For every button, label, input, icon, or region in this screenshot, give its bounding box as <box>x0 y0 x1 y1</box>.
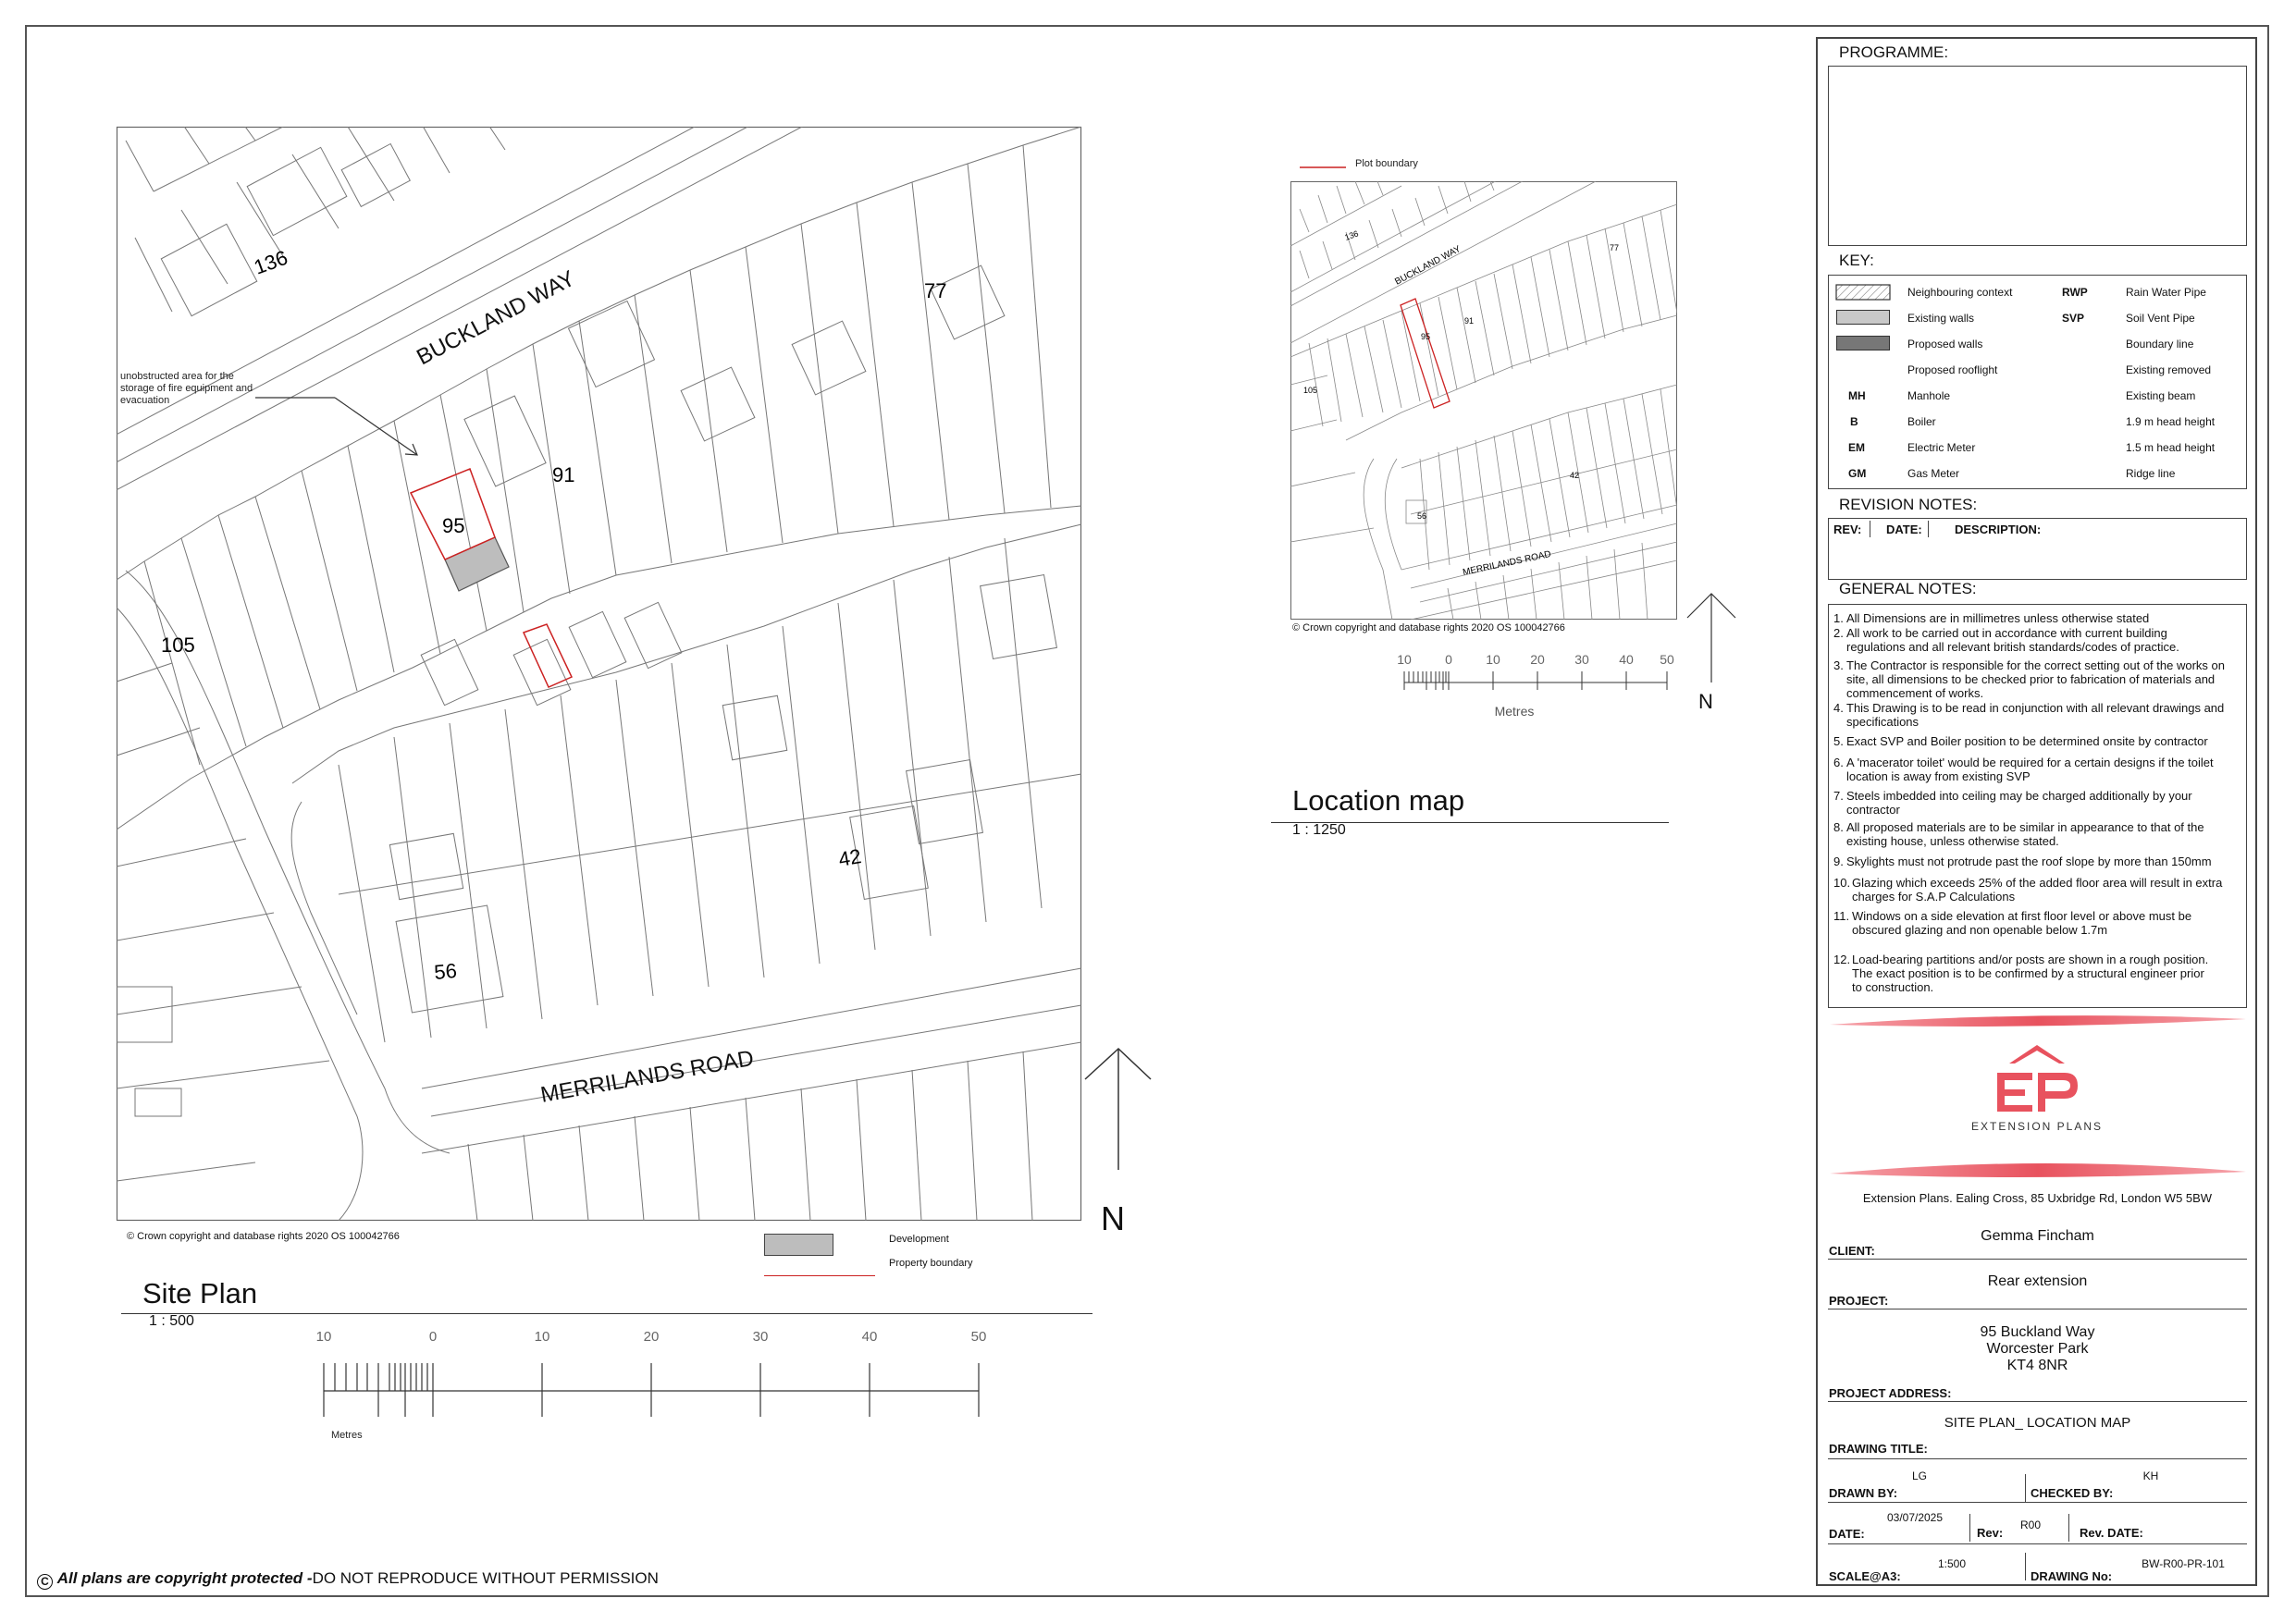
general-note-number: 1. <box>1833 611 1844 625</box>
general-note-number: 6. <box>1833 756 1844 769</box>
plot-boundary-legend <box>1298 154 1418 176</box>
divider <box>1969 1514 1970 1542</box>
general-note-number: 2. <box>1833 626 1844 640</box>
copyright-footer-bold: All plans are copyright protected - <box>56 1569 313 1587</box>
address-line: Worcester Park <box>1986 1341 2089 1357</box>
lm-scalebar-tick-label: 40 <box>1619 652 1634 667</box>
lm-house-number: 77 <box>1610 243 1620 252</box>
location-map <box>1290 181 1677 620</box>
general-note-line: The Contractor is responsible for the correct setting out of the works on <box>1846 658 2225 672</box>
general-note-text <box>1846 855 2246 868</box>
key-label: Soil Vent Pipe <box>2126 312 2195 325</box>
general-note-number: 7. <box>1833 789 1844 803</box>
client-value: Gemma Fincham <box>1981 1228 2094 1244</box>
copyright-footer <box>37 1569 659 1590</box>
site-plan-map <box>117 127 1081 1221</box>
key-label: Gas Meter <box>1907 467 1960 480</box>
general-note-line: contractor <box>1846 803 1900 817</box>
general-note-text <box>1846 611 2246 625</box>
divider <box>1828 1502 2247 1503</box>
general-note-line: Steels imbedded into ceiling may be charged additionally by your <box>1846 789 2192 803</box>
programme-box <box>1828 66 2247 246</box>
logo-area <box>1828 1014 2247 1180</box>
location-scalebar <box>1388 647 1684 721</box>
annotation-line-2: storage of fire equipment and <box>120 383 253 394</box>
lm-scalebar-tick-label: 50 <box>1660 652 1674 667</box>
copyright-icon: C <box>37 1574 53 1590</box>
lm-house-number: 56 <box>1417 511 1427 521</box>
key-title: KEY: <box>1839 252 1874 269</box>
scalebar-tick-label: 50 <box>970 1329 987 1345</box>
key-abbr-em: EM <box>1848 441 1865 454</box>
legend-property-boundary-label: Property boundary <box>889 1258 973 1269</box>
lm-scalebar-tick-label: 0 <box>1445 652 1452 667</box>
house-number: 136 <box>251 245 291 279</box>
key-label: Boiler <box>1907 415 1936 428</box>
location-map-copyright: © Crown copyright and database rights 2020 OS 100042766 <box>1292 622 1565 633</box>
general-note-text <box>1846 658 2246 700</box>
north-arrow-icon <box>1080 1045 1151 1174</box>
location-map-scale: 1 : 1250 <box>1292 822 1346 838</box>
lm-road-label-merrilands: MERRILANDS ROAD <box>1462 548 1552 578</box>
divider <box>1828 1543 2247 1544</box>
drawn-by-value: LG <box>1911 1469 1927 1482</box>
programme-title: PROGRAMME: <box>1839 43 1949 61</box>
revision-col-date: DATE: <box>1886 523 1922 536</box>
general-note-text <box>1846 756 2246 783</box>
date-label: DATE: <box>1829 1527 1865 1541</box>
general-note-line: Windows on a side elevation at first floor level or above must be <box>1852 909 2192 923</box>
lm-scalebar-tick-label: 10 <box>1397 652 1412 667</box>
drawing-title-label: DRAWING TITLE: <box>1829 1442 1928 1456</box>
general-note-line: site, all dimensions to be checked prior to fabrication of materials and <box>1846 672 2216 686</box>
project-address-value <box>1828 1324 2247 1374</box>
general-note-line: location is away from existing SVP <box>1846 769 2031 783</box>
key-label: Existing removed <box>2126 363 2212 376</box>
general-note-text <box>1846 820 2246 848</box>
key-box <box>1828 275 2247 489</box>
house-number: 91 <box>552 463 575 486</box>
key-abbr-gm: GM <box>1848 467 1867 480</box>
project-address-label: PROJECT ADDRESS: <box>1829 1386 1952 1400</box>
house-number: 95 <box>442 514 465 537</box>
address-line: 95 Buckland Way <box>1980 1324 2095 1340</box>
revision-col-rev: REV: <box>1833 523 1862 536</box>
site-plan-scale: 1 : 500 <box>149 1313 194 1329</box>
general-note-line: The exact position is to be confirmed by a structural engineer prior <box>1852 966 2204 980</box>
key-label: Ridge line <box>2126 467 2176 480</box>
house-number: 77 <box>924 279 947 302</box>
key-label: Existing walls <box>1907 312 1975 325</box>
drawing-title-value: SITE PLAN_ LOCATION MAP <box>1944 1415 2131 1431</box>
general-note-text <box>1846 789 2246 817</box>
general-note-line: Exact SVP and Boiler position to be determined onsite by contractor <box>1846 734 2208 748</box>
general-note-line: charges for S.A.P Calculations <box>1852 890 2016 904</box>
scalebar-tick-label: 20 <box>643 1329 660 1345</box>
lm-road-label-buckland: BUCKLAND WAY <box>1393 243 1463 288</box>
road-label-merrilands: MERRILANDS ROAD <box>538 1045 756 1108</box>
general-note-line: Load-bearing partitions and/or posts are shown in a rough position. <box>1852 953 2209 966</box>
divider <box>1828 1401 2247 1402</box>
bottom-swoosh <box>1830 1163 2246 1177</box>
general-note-line: All proposed materials are to be similar in appearance to that of the <box>1846 820 2204 834</box>
site-plan-title: Site Plan <box>142 1277 258 1309</box>
location-map-title: Location map <box>1292 784 1465 817</box>
lm-scalebar-tick-label: 20 <box>1530 652 1545 667</box>
scalebar-tick-label: 30 <box>752 1329 769 1345</box>
lm-scalebar-tick-label: 10 <box>1486 652 1500 667</box>
top-swoosh <box>1830 1015 2246 1027</box>
drawn-by-label: DRAWN BY: <box>1829 1486 1898 1500</box>
general-note-line: Skylights must not protrude past the roof slope by more than 150mm <box>1846 855 2212 868</box>
proposed-walls-swatch <box>1836 336 1890 350</box>
logo-text: EXTENSION PLANS <box>1970 1120 2104 1133</box>
key-label: Rain Water Pipe <box>2126 286 2206 299</box>
drawing-no-label: DRAWING No: <box>2031 1569 2113 1583</box>
general-note-line: obscured glazing and non openable below 1.7m <box>1852 923 2108 937</box>
north-label: N <box>1101 1199 1125 1237</box>
key-abbr-svp: SVP <box>2062 312 2085 325</box>
key-label: Proposed walls <box>1907 338 1983 350</box>
lm-scalebar-tick-label: 30 <box>1574 652 1589 667</box>
house-number: 42 <box>836 844 863 871</box>
date-value: 03/07/2025 <box>1886 1511 1944 1524</box>
scale-label: SCALE@A3: <box>1829 1569 1901 1583</box>
general-note-line: existing house, unless otherwise stated. <box>1846 834 2059 848</box>
scalebar-tick-label: 10 <box>534 1329 550 1345</box>
divider <box>2068 1514 2069 1542</box>
key-label: Electric Meter <box>1907 441 1976 454</box>
client-label: CLIENT: <box>1829 1244 1875 1258</box>
checked-by-value: KH <box>2142 1469 2159 1482</box>
company-address: Extension Plans. Ealing Cross, 85 Uxbridge Rd, London W5 5BW <box>1862 1191 2213 1205</box>
key-abbr-b: B <box>1850 415 1858 428</box>
checked-by-label: CHECKED BY: <box>2031 1486 2114 1500</box>
general-note-number: 10. <box>1833 876 1851 890</box>
general-note-line: Glazing which exceeds 25% of the added floor area will result in extra <box>1852 876 2223 890</box>
rev-date-label: Rev. DATE: <box>2080 1526 2143 1540</box>
divider <box>1828 1458 2247 1459</box>
key-label: 1.9 m head height <box>2126 415 2216 428</box>
general-note-line: All work to be carried out in accordance with current building <box>1846 626 2167 640</box>
site-plan-copyright: © Crown copyright and database rights 2020 OS 100042766 <box>127 1231 400 1242</box>
revision-title: REVISION NOTES: <box>1839 496 1978 513</box>
rev-value: R00 <box>2019 1518 2041 1531</box>
existing-walls-swatch <box>1836 310 1890 325</box>
general-note-text <box>1846 734 2246 748</box>
scalebar-tick-label: 0 <box>428 1329 438 1345</box>
divider <box>1828 1259 2247 1260</box>
general-note-line: to construction. <box>1852 980 1934 994</box>
key-label: Existing beam <box>2126 389 2196 402</box>
general-notes-title: GENERAL NOTES: <box>1839 580 1977 597</box>
general-note-number: 12. <box>1833 953 1851 966</box>
key-abbr-mh: MH <box>1848 389 1866 402</box>
rev-label: Rev: <box>1977 1526 2004 1540</box>
title-underline <box>121 1313 1092 1314</box>
site-scalebar <box>305 1324 1008 1454</box>
drawing-no-value: BW-R00-PR-101 <box>2142 1557 2225 1570</box>
divider <box>2025 1474 2026 1502</box>
project-label: PROJECT: <box>1829 1294 1889 1308</box>
general-note-number: 5. <box>1833 734 1844 748</box>
house-number: 56 <box>433 958 458 984</box>
general-note-number: 8. <box>1833 820 1844 834</box>
lm-house-number: 136 <box>1343 228 1360 242</box>
property-boundary-swatch <box>764 1275 875 1276</box>
general-note-number: 3. <box>1833 658 1844 672</box>
road-label-buckland: BUCKLAND WAY <box>413 265 580 371</box>
scalebar-tick-label: 40 <box>861 1329 878 1345</box>
scalebar-tick-label: 10 <box>315 1329 332 1345</box>
general-note-text <box>1852 909 2252 937</box>
lm-north-arrow-icon <box>1685 592 1737 684</box>
lm-north-label: N <box>1698 690 1713 713</box>
general-note-line: All Dimensions are in millimetres unless otherwise stated <box>1846 611 2150 625</box>
neighbouring-context-swatch <box>1835 284 1893 302</box>
key-label: Manhole <box>1907 389 1951 402</box>
revision-col-description: DESCRIPTION: <box>1955 523 2042 536</box>
general-note-line: commencement of works. <box>1846 686 1984 700</box>
key-label: Boundary line <box>2126 338 2194 350</box>
general-note-line: A 'macerator toilet' would be required for a certain designs if the toilet <box>1846 756 2214 769</box>
general-note-line: This Drawing is to be read in conjunction with all relevant drawings and <box>1846 701 2225 715</box>
key-label: 1.5 m head height <box>2126 441 2216 454</box>
general-note-text <box>1852 953 2252 994</box>
lm-house-number: 42 <box>1570 471 1580 480</box>
general-note-line: specifications <box>1846 715 1920 729</box>
key-label: Neighbouring context <box>1907 286 2013 299</box>
scale-value: 1:500 <box>1937 1557 1967 1570</box>
extension-plans-logo-icon <box>1997 1045 2078 1112</box>
scalebar-unit: Metres <box>331 1430 363 1441</box>
key-abbr-rwp: RWP <box>2062 286 2088 299</box>
house-number: 105 <box>161 633 195 657</box>
general-note-text <box>1846 701 2246 729</box>
revision-divider <box>1928 521 1929 537</box>
legend-development-label: Development <box>889 1234 949 1245</box>
annotation-line-1: unobstructed area for the <box>120 371 234 382</box>
lm-scalebar-unit: Metres <box>1494 704 1535 719</box>
lm-house-number: 105 <box>1303 386 1318 395</box>
plot-boundary-label: Plot boundary <box>1355 158 1418 169</box>
development-swatch <box>764 1234 833 1256</box>
copyright-footer-rest: DO NOT REPRODUCE WITHOUT PERMISSION <box>312 1569 659 1587</box>
general-note-number: 4. <box>1833 701 1844 715</box>
general-note-number: 9. <box>1833 855 1844 868</box>
lm-house-number: 95 <box>1421 332 1431 341</box>
general-note-line: regulations and all relevant british standards/codes of practice. <box>1846 640 2179 654</box>
divider <box>2025 1553 2026 1580</box>
address-line: KT4 8NR <box>2006 1358 2068 1373</box>
general-note-text <box>1852 876 2252 904</box>
project-value: Rear extension <box>1987 1273 2088 1289</box>
lm-house-number: 91 <box>1464 316 1475 326</box>
key-label: Proposed rooflight <box>1907 363 1998 376</box>
general-note-number: 11. <box>1833 909 1850 923</box>
annotation-line-3: evacuation <box>120 395 170 406</box>
general-note-text <box>1846 626 2246 654</box>
